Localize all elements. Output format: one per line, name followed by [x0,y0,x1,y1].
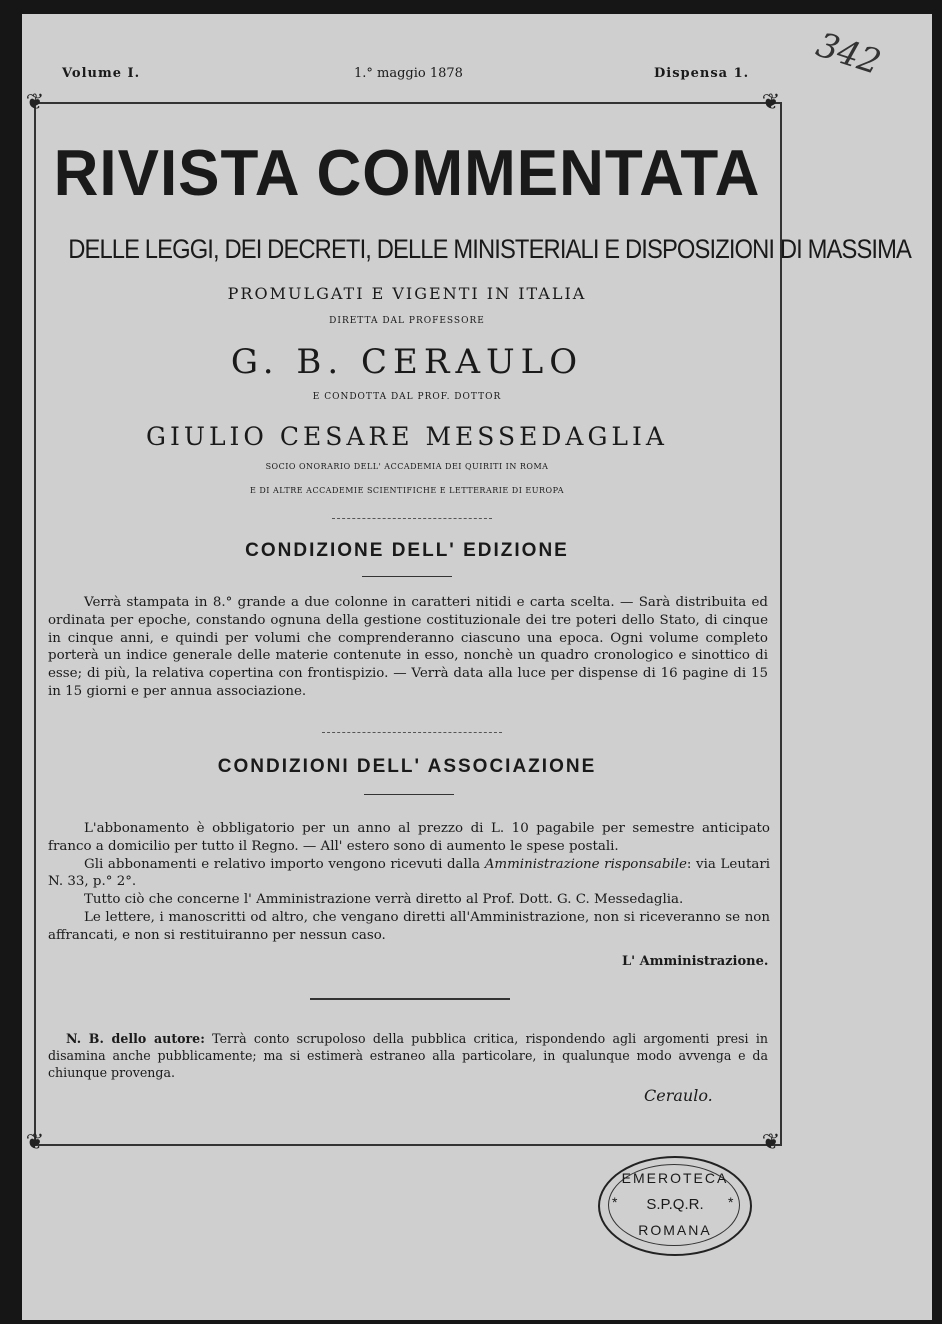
ornament-bottom-right-icon: ❦ [761,1130,781,1155]
ornament-bottom-left-icon: ❦ [25,1130,45,1155]
page-subtitle: DELLE LEGGI, DEI DECRETI, DELLE MINISTERIALI E DISPOSIZIONI DI MASSIMA [68,234,912,264]
nota-text: Terrà conto scrupoloso della pubblica critica, rispondendo agli argomenti presi in disamina anche pubblicamente; ma si estimerà estraneo alla particolare, in qualunque modo avvenga e da chiunque provenga. [48,1031,769,1080]
stamp-middle-text: S.P.Q.R. [646,1196,704,1213]
edizione-heading: CONDIZIONE DELL' EDIZIONE [245,540,569,561]
edizione-text [48,594,768,701]
dispensa-label: Dispensa 1. [654,66,750,81]
document-page [22,14,932,1320]
section-rule [310,998,510,1000]
ornamental-divider [332,518,492,525]
amministrazione-signature: L' Amministrazione. [622,954,769,969]
associazione-p2-prefix: Gli abbonamenti e relativo importo vengono ricevuti dalla [84,856,485,872]
academy-line-1: SOCIO ONORARIO DELL' ACCADEMIA DEI QUIRITI IN ROMA [265,462,549,471]
issue-date: 1.° maggio 1878 [354,66,463,81]
associazione-paragraph-1: L'abbonamento è obbligatorio per un anno al prezzo di L. 10 pagabile per semestre anticipato franco a domicilio per tutto il Regno. — All' estero sono di aumento le spese postali. [48,821,770,854]
associazione-heading: CONDIZIONI DELL' ASSOCIAZIONE [217,756,597,777]
stamp-star-right-icon: * [728,1194,734,1210]
heading-rule [362,576,452,577]
conductor-name: GIULIO CESARE MESSEDAGLIA [146,422,668,451]
director-name: G. B. CERAULO [230,342,584,382]
amministrazione-name: Amministrazione risponsabile [484,856,687,872]
stamp-top-text: EMEROTECA [621,1170,729,1186]
associazione-text [48,820,770,945]
associazione-paragraph-4: Le lettere, i manoscritti od altro, che vengano diretti all'Amministrazione, non si riceveranno se non affrancati, e non si restituiranno per nessun caso. [48,909,770,943]
stamp-bottom-text: ROMANA [638,1222,712,1238]
academy-line-2: E DI ALTRE ACCADEMIE SCIENTIFICHE E LETTERARIE DI EUROPA [249,486,565,495]
associazione-address: : via Leutari N. 33, p.° 2°. [48,856,770,890]
nota-bene [48,1030,768,1081]
promulgati-line: PROMULGATI E VIGENTI IN ITALIA [227,284,587,303]
author-signature: Ceraulo. [644,1086,713,1105]
heading-rule [364,794,454,795]
associazione-paragraph-2 [48,856,770,892]
nota-label: N. B. dello autore: [66,1031,205,1046]
edizione-paragraph: Verrà stampata in 8.° grande a due colonne in caratteri nitidi e carta scelta. — Sarà distribuita ed ordinata per epoche, constando ognuna della gestione costituzionale dei tre poteri dello Stato, di cinque in cinque anni, e quindi per volumi che comprenderanno ciascuno una epoca. Ogni volume completo porterà un indice generale delle materie contenute in esso, nonchè un quadro cronologico e sinottico di esse; di più, la relativa copertina con frontispizio. — Verrà data alla luce per dispense di 16 pagine di 15 in 15 giorni e per annua associazione. [48,595,768,699]
ornament-top-left-icon: ❦ [25,90,45,115]
volume-label: Volume I. [62,66,141,81]
stamp-star-left-icon: * [612,1194,618,1210]
ornament-top-right-icon: ❦ [761,90,781,115]
library-stamp [598,1156,752,1256]
associazione-paragraph-3: Tutto ciò che concerne l' Amministrazione verrà diretto al Prof. Dott. G. C. Messedaglia. [84,892,684,908]
ornamental-divider [322,732,502,739]
handwritten-number: 342 [811,24,886,84]
page-title: RIVISTA COMMENTATA [53,137,761,210]
condotta-line: E CONDOTTA DAL PROF. DOTTOR [312,392,502,402]
diretta-line: DIRETTA DAL PROFESSORE [329,316,485,326]
